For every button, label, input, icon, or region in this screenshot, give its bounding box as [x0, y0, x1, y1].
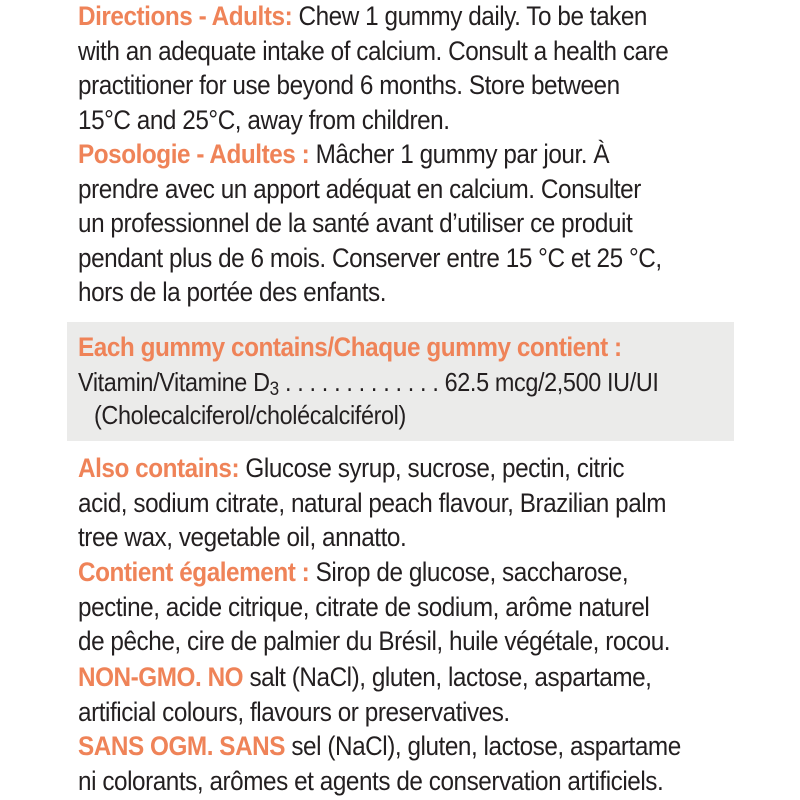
also-contains-english	[78, 451, 672, 555]
also-contains-french-line: pectine, acide citrique, citrate de sodium, arôme naturel	[78, 591, 650, 622]
also-contains-french-line: Sirop de glucose, saccharose,	[309, 557, 629, 587]
free-from-english-line: salt (NaCl), gluten, lactose, aspartame,	[243, 662, 652, 692]
free-from-french-line: sel (NaCl), gluten, lactose, aspartame	[285, 731, 681, 761]
ingredient-name: Vitamin/Vitamine D	[78, 367, 270, 397]
ingredient-subscript: 3	[269, 379, 279, 400]
free-from-french	[78, 729, 681, 798]
directions-french-line: prendre avec un apport adéquat en calcium. Consulter	[78, 173, 641, 204]
free-from-french-line: ni colorants, arômes et agents de conservation artificiels.	[78, 765, 664, 796]
ingredient-amount: 62.5 mcg/2,500 IU/UI	[444, 367, 659, 397]
ingredient-source: (Cholecalciferol/cholécalciférol)	[94, 400, 406, 430]
directions-french-heading: Posologie - Adultes :	[78, 139, 310, 169]
directions-french-line: Mâcher 1 gummy par jour. À	[309, 139, 610, 169]
free-from-english-heading: NON-GMO. NO	[78, 662, 244, 692]
composition-box	[67, 322, 734, 441]
directions-english-heading: Directions - Adults:	[78, 1, 293, 31]
free-from-french-heading: SANS OGM. SANS	[78, 731, 286, 761]
also-contains-french-line: de pêche, cire de palmier du Brésil, huile végétale, rocou.	[78, 626, 671, 656]
also-contains-english-line: Glucose syrup, sucrose, pectin, citric	[239, 453, 625, 483]
directions-french-line: un professionnel de la santé avant d’utiliser ce produit	[78, 208, 633, 238]
free-from-english-line: artificial colours, flavours or preservatives.	[78, 696, 510, 727]
also-contains-french	[78, 555, 672, 659]
also-contains-english-heading: Also contains:	[78, 453, 240, 483]
directions-french-line: hors de la portée des enfants.	[78, 277, 387, 307]
ingredient-leader-dots: . . . . . . . . . . . . .	[278, 367, 445, 397]
directions-french	[78, 137, 672, 310]
directions-english-line: 15°C and 25°C, away from children.	[78, 104, 450, 135]
also-contains-french-heading: Contient également :	[78, 557, 310, 587]
directions-english-line: Chew 1 gummy daily. To be taken	[292, 1, 648, 31]
directions-english-line: with an adequate intake of calcium. Consult a health care	[78, 35, 669, 66]
free-from-english	[78, 660, 672, 729]
composition-heading: Each gummy contains/Chaque gummy contient :	[78, 332, 622, 362]
directions-french-line: pendant plus de 6 mois. Conserver entre 15 °C et 25 °C,	[78, 242, 662, 273]
directions-english-line: practitioner for use beyond 6 months. Store between	[78, 70, 620, 100]
also-contains-english-line: acid, sodium citrate, natural peach flavour, Brazilian palm	[78, 487, 667, 518]
directions-english	[78, 0, 672, 137]
also-contains-english-line: tree wax, vegetable oil, annatto.	[78, 522, 407, 552]
